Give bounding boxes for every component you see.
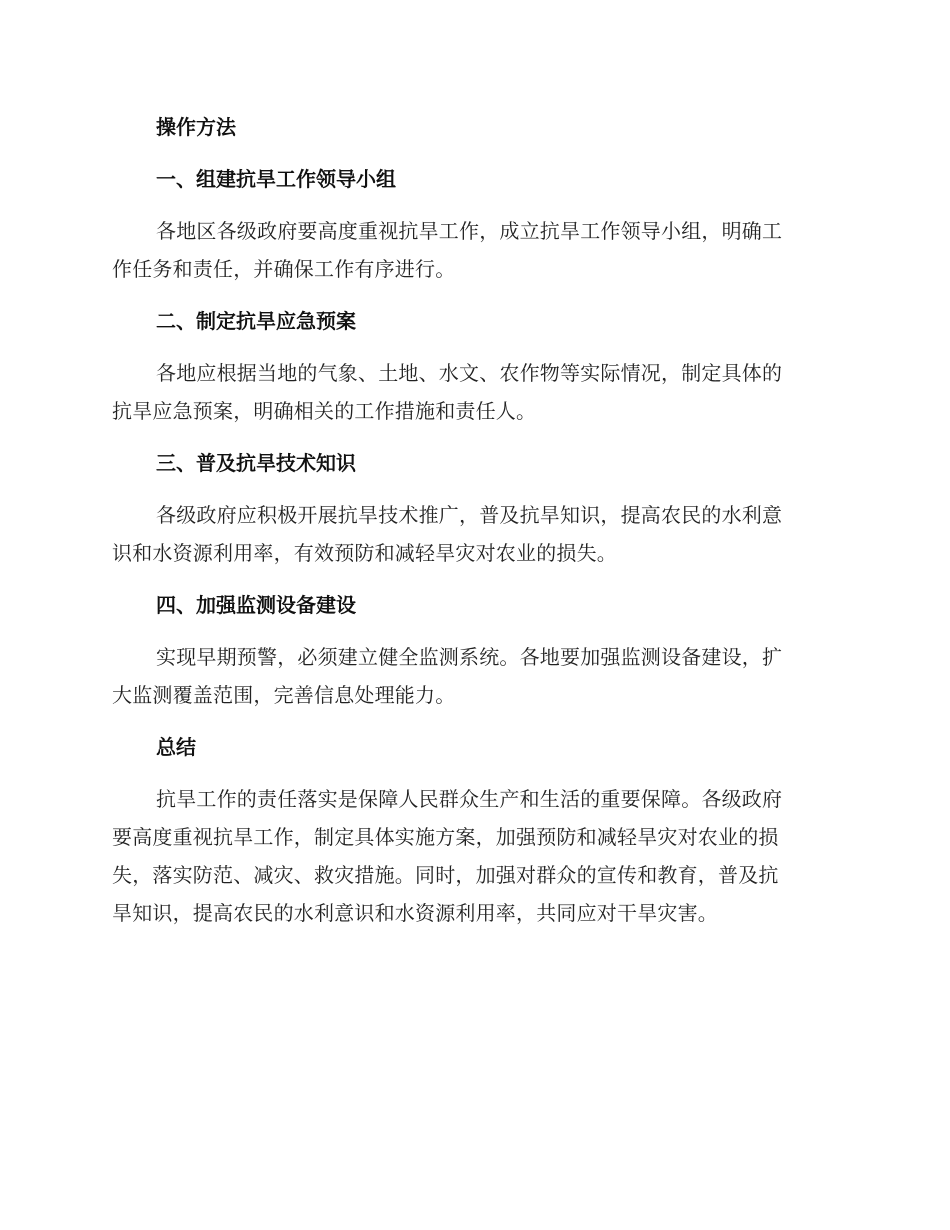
paragraph-line: 旱知识，提高农民的水利意识和水资源利用率，共同应对干旱灾害。 xyxy=(112,901,718,925)
paragraph-line: 作任务和责任，并确保工作有序进行。 xyxy=(112,257,456,281)
spacer xyxy=(112,340,832,354)
section-paragraph-2 xyxy=(112,354,832,430)
paragraph-line: 各地应根据当地的气象、土地、水文、农作物等实际情况，制定具体的 xyxy=(156,361,783,385)
paragraph-line: 失，落实防范、减灾、救灾措施。同时，加强对群众的宣传和教育，普及抗 xyxy=(112,863,779,887)
summary-heading: 总结 xyxy=(156,735,196,759)
section-paragraph-4 xyxy=(112,638,832,714)
spacer xyxy=(112,482,832,496)
spacer xyxy=(112,766,832,780)
spacer xyxy=(112,714,832,728)
section-heading-4: 四、加强监测设备建设 xyxy=(156,593,356,617)
paragraph-line: 实现早期预警，必须建立健全监测系统。各地要加强监测设备建设，扩 xyxy=(156,645,783,669)
paragraph-line: 各级政府应积极开展抗旱技术推广，普及抗旱知识，提高农民的水利意 xyxy=(156,503,783,527)
paragraph-line: 大监测覆盖范围，完善信息处理能力。 xyxy=(112,683,456,707)
spacer xyxy=(112,146,832,160)
paragraph-line: 抗旱应急预案，明确相关的工作措施和责任人。 xyxy=(112,399,537,423)
paragraph-line: 各地区各级政府要高度重视抗旱工作，成立抗旱工作领导小组，明确工 xyxy=(156,219,783,243)
section-heading-3: 三、普及抗旱技术知识 xyxy=(156,451,356,475)
section-paragraph-3 xyxy=(112,496,832,572)
document-title: 操作方法 xyxy=(156,115,236,139)
section-heading-2: 二、制定抗旱应急预案 xyxy=(156,309,356,333)
spacer xyxy=(112,572,832,586)
spacer xyxy=(112,288,832,302)
section-paragraph-1 xyxy=(112,212,832,288)
paragraph-line: 抗旱工作的责任落实是保障人民群众生产和生活的重要保障。各级政府 xyxy=(156,787,783,811)
section-heading-1: 一、组建抗旱工作领导小组 xyxy=(156,167,396,191)
paragraph-line: 识和水资源利用率，有效预防和减轻旱灾对农业的损失。 xyxy=(112,541,617,565)
spacer xyxy=(112,198,832,212)
spacer xyxy=(112,624,832,638)
summary-paragraph xyxy=(112,780,832,932)
spacer xyxy=(112,430,832,444)
paragraph-line: 要高度重视抗旱工作，制定具体实施方案，加强预防和减轻旱灾对农业的损 xyxy=(112,825,779,849)
